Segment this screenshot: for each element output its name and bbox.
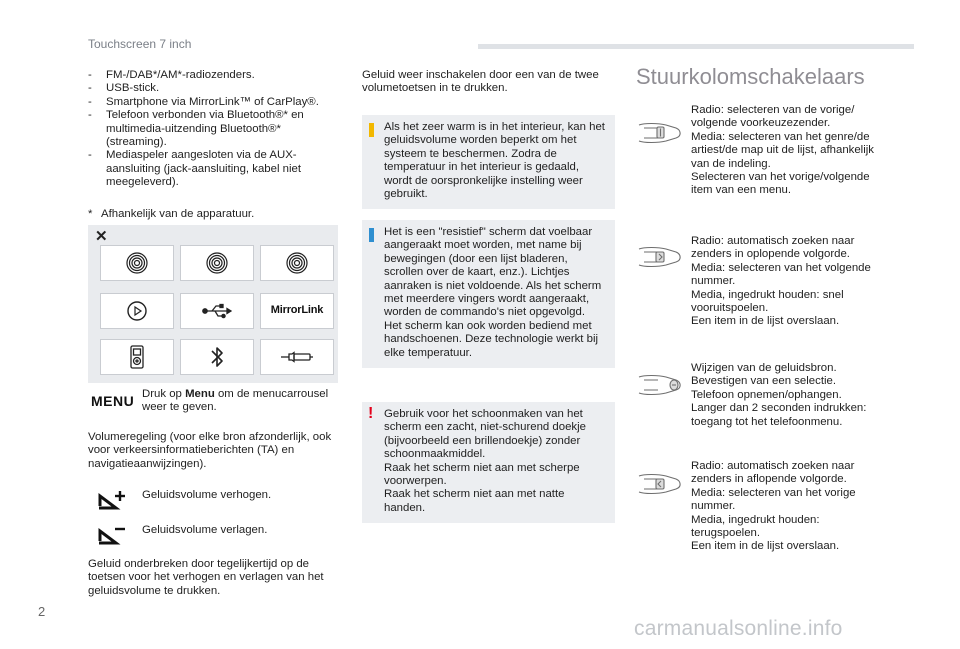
stalk-description: Radio: selecteren van de vorige/ volgende voorkeuzezender. Media: selecteren van het genre/de artiest/de map uit de lijst, afhankelijk van de indeling. Selecteren van het vorige/volgende item van een menu.: [691, 104, 874, 197]
radio-tile[interactable]: [100, 245, 174, 281]
media-tile[interactable]: [100, 293, 174, 329]
bluetooth-icon: [210, 345, 224, 369]
stalk-description: Radio: automatisch zoeken naar zenders in aflopende volgorde. Media: selecteren van het vorige nummer. Media, ingedrukt houden: terugspoelen. Een item in de lijst overslaan.: [691, 460, 856, 553]
dab-radio-tile[interactable]: [180, 245, 254, 281]
usb-tile[interactable]: [180, 293, 254, 329]
unmute-instruction: Geluid weer inschakelen door een van de twee volumetoetsen in te drukken.: [362, 69, 599, 95]
menu-button-icon: MENU: [91, 393, 135, 409]
info-note-resistive-screen: Het is een "resistief" scherm dat voelbaar aangeraakt moet worden, met name bij bewegingen (door een lijst bladeren, scrollen over de kaart, enz.). Lichtjes aanraken is niet voldoende. Als het scherm met meerdere vingers wordt aangeraakt, worden de commando's niet opgevolgd. Het scherm kan ook worden bediend met handschoenen. Deze technologie werkt bij elke temperatuur.: [362, 220, 615, 368]
mirrorlink-icon: MirrorLink: [270, 304, 324, 317]
page-header-title: Touchscreen 7 inch: [88, 37, 192, 51]
radio-icon: [125, 251, 149, 275]
volume-down-icon: [98, 525, 126, 545]
volume-down-label: Geluidsvolume verlagen.: [142, 524, 268, 536]
info-note-temperature: Als het zeer warm is in het interieur, kan het geluidsvolume worden beperkt om het systeem te beschermen. Zodra de temperatuur in het interieur is gedaald, wordt de oorspronkelijke instelling weer gebruikt.: [362, 115, 615, 209]
volume-up-label: Geluidsvolume verhogen.: [142, 489, 272, 501]
info-marker-icon: [369, 228, 374, 242]
list-item: - Mediaspeler aangesloten via de AUX-aansluiting (jack-aansluiting, kabel niet meegeleverd).: [88, 149, 302, 189]
warning-icon: !: [368, 405, 374, 422]
stalk-forward-button-icon: [636, 240, 684, 274]
list-item: - Smartphone via MirrorLink™ of CarPlay®.: [88, 95, 319, 108]
info-marker-icon: [369, 123, 374, 137]
list-item: - FM-/DAB*/AM*-radiozenders.: [88, 69, 255, 81]
volume-intro: Volumeregeling (voor elke bron afzonderlijk, ook voor verkeersinformatieberichten (TA) en navigatieaanwijzingen).: [88, 431, 332, 470]
page-number: 2: [38, 604, 46, 619]
aux-tile[interactable]: [260, 339, 334, 375]
volume-up-icon: [98, 490, 126, 510]
stalk-top-button-icon: [636, 116, 684, 150]
section-title: Stuurkolomschakelaars: [636, 64, 865, 89]
am-radio-icon: [285, 251, 309, 275]
mirrorlink-tile[interactable]: [260, 293, 334, 329]
am-radio-tile[interactable]: [260, 245, 334, 281]
ipod-icon: [129, 345, 145, 369]
menu-description: Druk op Menu om de menucarrousel weer te geven.: [142, 388, 329, 414]
play-media-icon: [125, 299, 149, 323]
list-item: - USB-stick.: [88, 82, 160, 95]
close-icon[interactable]: ✕: [95, 228, 108, 245]
watermark: carmanualsonline.info: [634, 617, 843, 640]
footnote: * Afhankelijk van de apparatuur.: [88, 208, 255, 220]
stalk-description: Radio: automatisch zoeken naar zenders in oplopende volgorde. Media: selecteren van het volgende nummer. Media, ingedrukt houden: snel vooruitspoelen. Een item in de lijst overslaan.: [691, 235, 871, 328]
warning-note-cleaning: ! Gebruik voor het schoonmaken van het scherm een zacht, niet-schurend doekje (bijvoorbeeld een brillendoekje) zonder schoonmaakmiddel. Raak het scherm niet aan met scherpe voorwerpen. Raak het scherm niet aan met natte handen.: [362, 402, 615, 523]
menu-screen-illustration: [88, 225, 338, 383]
list-item: - Telefoon verbonden via Bluetooth®* en multimedia-uitzending Bluetooth®* (streaming).: [88, 109, 304, 149]
stalk-backward-button-icon: [636, 467, 684, 501]
stalk-description: Wijzigen van de geluidsbron. Bevestigen van een selectie. Telefoon opnemen/ophangen. Langer dan 2 seconden indrukken: toegang tot het telefoonmenu.: [691, 362, 867, 428]
aux-jack-icon: [280, 351, 314, 363]
header-rule: [478, 44, 914, 49]
mute-instruction: Geluid onderbreken door tegelijkertijd op de toetsen voor het verhogen en verlagen van het geluidsvolume te drukken.: [88, 558, 324, 597]
ipod-tile[interactable]: [100, 339, 174, 375]
bluetooth-tile[interactable]: [180, 339, 254, 375]
stalk-end-button-icon: [636, 368, 684, 402]
sources-list: [88, 69, 338, 190]
usb-icon: [202, 303, 232, 319]
dab-radio-icon: [205, 251, 229, 275]
